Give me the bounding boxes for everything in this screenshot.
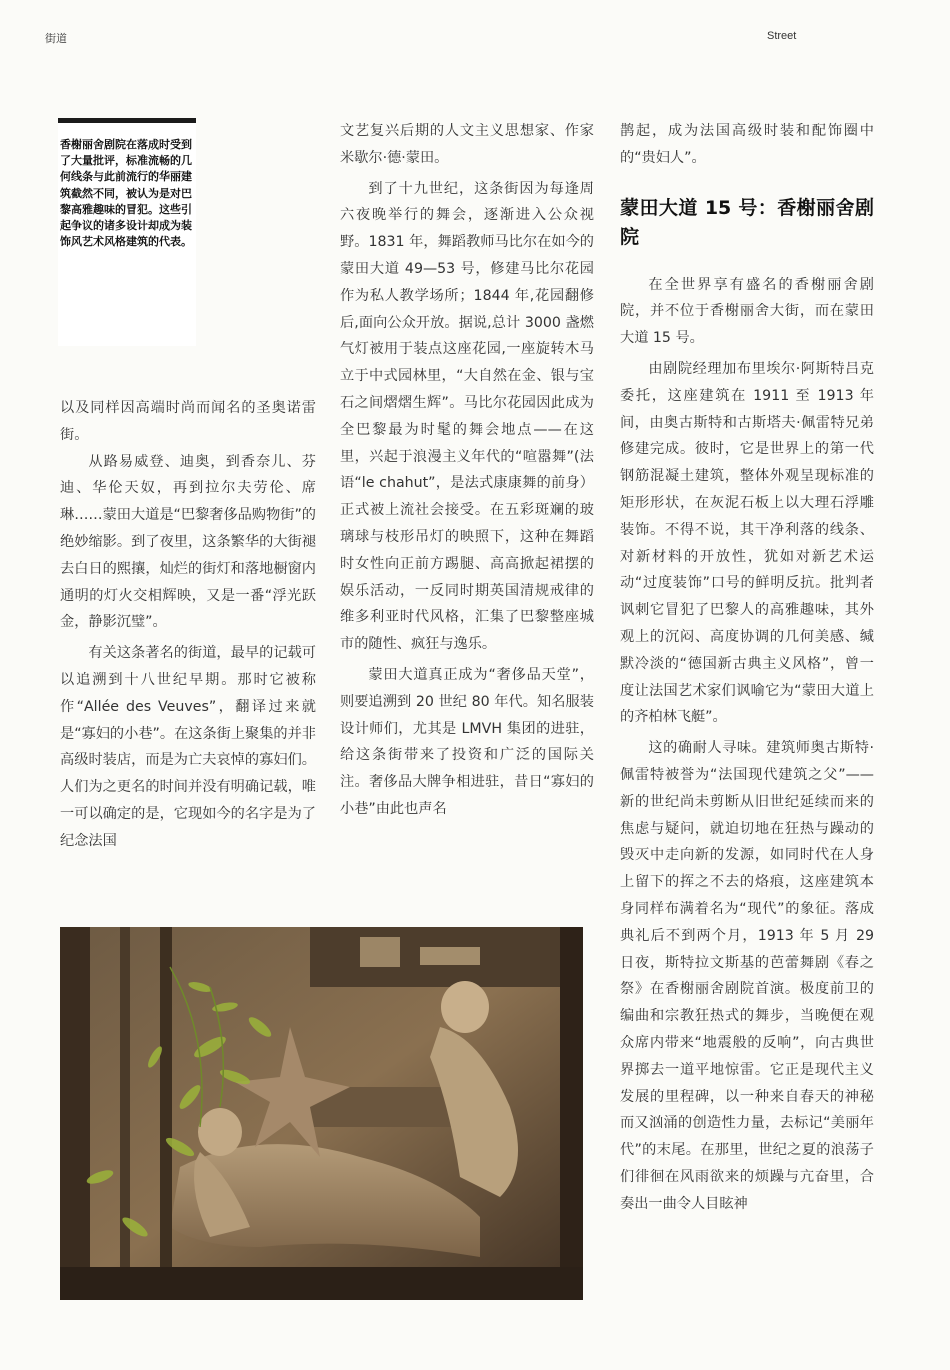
text-column-2 bbox=[340, 118, 594, 823]
text-column-3 bbox=[620, 118, 874, 1217]
section-label: 街道 bbox=[45, 32, 67, 45]
paragraph: 在全世界享有盛名的香榭丽舍剧院，并不位于香榭丽舍大街，而在蒙田大道 15 号。 bbox=[620, 276, 874, 347]
paragraph: 从路易威登、迪奥，到香奈儿、芬迪、华伦天奴，再到拉尔夫劳伦、席琳……蒙田大道是“巴黎奢侈品购物街”的绝妙缩影。到了夜里，这条繁华的大街褪去白日的熙攘，灿烂的街灯和落地橱窗内通明的灯火交相辉映，又是一番“浮光跃金，静影沉璧”。 bbox=[60, 453, 316, 631]
paragraph: 到了十九世纪，这条街因为每逢周六夜晚举行的舞会，逐渐进入公众视野。1831 年，舞蹈教师马比尔在如今的蒙田大道 49—53 号，修建马比尔花园作为私人教学场所；1844 年,花园翻修后,面向公众开放。据说,总计 3000 盏燃气灯被用于装点这座花园,一座旋转木马立于中式园林里，“大自然在金、银与宝石之间熠熠生辉”。马比尔花园因此成为全巴黎最为时髦的舞会地点——在这里，兴起于浪漫主义年代的“喧嚣舞”(法语“le chahut”，是法式康康舞的前身）正式被上流社会接受。在五彩斑斓的玻璃球与枝形吊灯的映照下，这种在舞蹈时女性向正前方踢腿、高高掀起裙摆的娱乐活动，一反同时期英国清规戒律的维多利亚时代风格，汇集了巴黎整座城市的随性、疯狂与逸乐。 bbox=[340, 180, 594, 653]
paragraph: 有关这条著名的街道，最早的记载可以追溯到十八世纪早期。那时它被称作“Allée des Veuves”，翻译过来就是“寡妇的小巷”。在这条街上聚集的并非高级时装店，而是为亡夫哀悼的寡妇们。人们为之更名的时间并没有明确记载，唯一可以确定的是，它现如今的名字是为了纪念法国 bbox=[60, 645, 316, 849]
paragraph: 文艺复兴后期的人文主义思想家、作家米歇尔·德·蒙田。 bbox=[340, 123, 594, 166]
paragraph: 以及同样因高端时尚而闻名的圣奥诺雷街。 bbox=[60, 400, 316, 443]
section-heading: 蒙田大道 15 号：香榭丽舍剧院 bbox=[620, 196, 874, 248]
text-column-1 bbox=[60, 395, 316, 855]
paragraph: 这的确耐人寻味。建筑师奥古斯特·佩雷特被誉为“法国现代建筑之父”——新的世纪尚未剪断从旧世纪延续而来的焦虑与疑问，就迫切地在狂热与躁动的毁灭中走向新的发源，如同时代在人身上留下的挥之不去的烙痕，这座建筑本身同样布满着名为“现代”的象征。落成典礼后不到两个月，1913 年 5 月 29 日夜，斯特拉文斯基的芭蕾舞剧《春之祭》在香榭丽舍剧院首演。极度前卫的编曲和宗教狂热式的舞步，当晚便在观众席内带来“地震般的反响”，向古典世界掷去一道平地惊雷。它正是现代主义发展的里程碑，以一种来自春天的神秘而又汹涌的创造性力量，去标记“美丽年代”的末尾。在那里，世纪之夏的浪荡子们徘徊在风雨欲来的烦躁与亢奋里，合奏出一曲令人目眩神 bbox=[620, 740, 874, 1212]
section-label-english: Street bbox=[767, 30, 797, 42]
relief-sculpture-photo bbox=[60, 927, 583, 1300]
photo-caption-box: 香榭丽舍剧院在落成时受到了大量批评，标准流畅的几何线条与此前流行的华丽建筑截然不同，被认为是对巴黎高雅趣味的冒犯。这些引起争议的诸多设计却成为装饰风艺术风格建筑的代表。 bbox=[58, 118, 196, 346]
paragraph: 蒙田大道真正成为“奢侈品天堂”，则要追溯到 20 世纪 80 年代。知名服装设计师们，尤其是 LMVH 集团的进驻，给这条街带来了投资和广泛的国际关注。奢侈品大牌争相进驻，昔日“寡妇的小巷”由此也声名 bbox=[340, 666, 594, 817]
paragraph: 鹊起，成为法国高级时装和配饰圈中的“贵妇人”。 bbox=[620, 123, 874, 166]
paragraph: 由剧院经理加布里埃尔·阿斯特吕克委托，这座建筑在 1911 至 1913 年间，由奥古斯特和古斯塔夫·佩雷特兄弟修建完成。彼时，它是世界上的第一代钢筋混凝土建筑，整体外观呈现标准的矩形形状，在灰泥石板上以大理石浮雕装饰。不得不说，其干净利落的线条、对新材料的开放性，犹如对新艺术运动“过度装饰”口号的鲜明反抗。批判者讽刺它冒犯了巴黎人的高雅趣味，其外观上的沉闷、高度协调的几何美感、缄默冷淡的“德国新古典主义风格”，曾一度让法国艺术家们讽喻它为“蒙田大道上的齐柏林飞艇”。 bbox=[620, 360, 874, 726]
